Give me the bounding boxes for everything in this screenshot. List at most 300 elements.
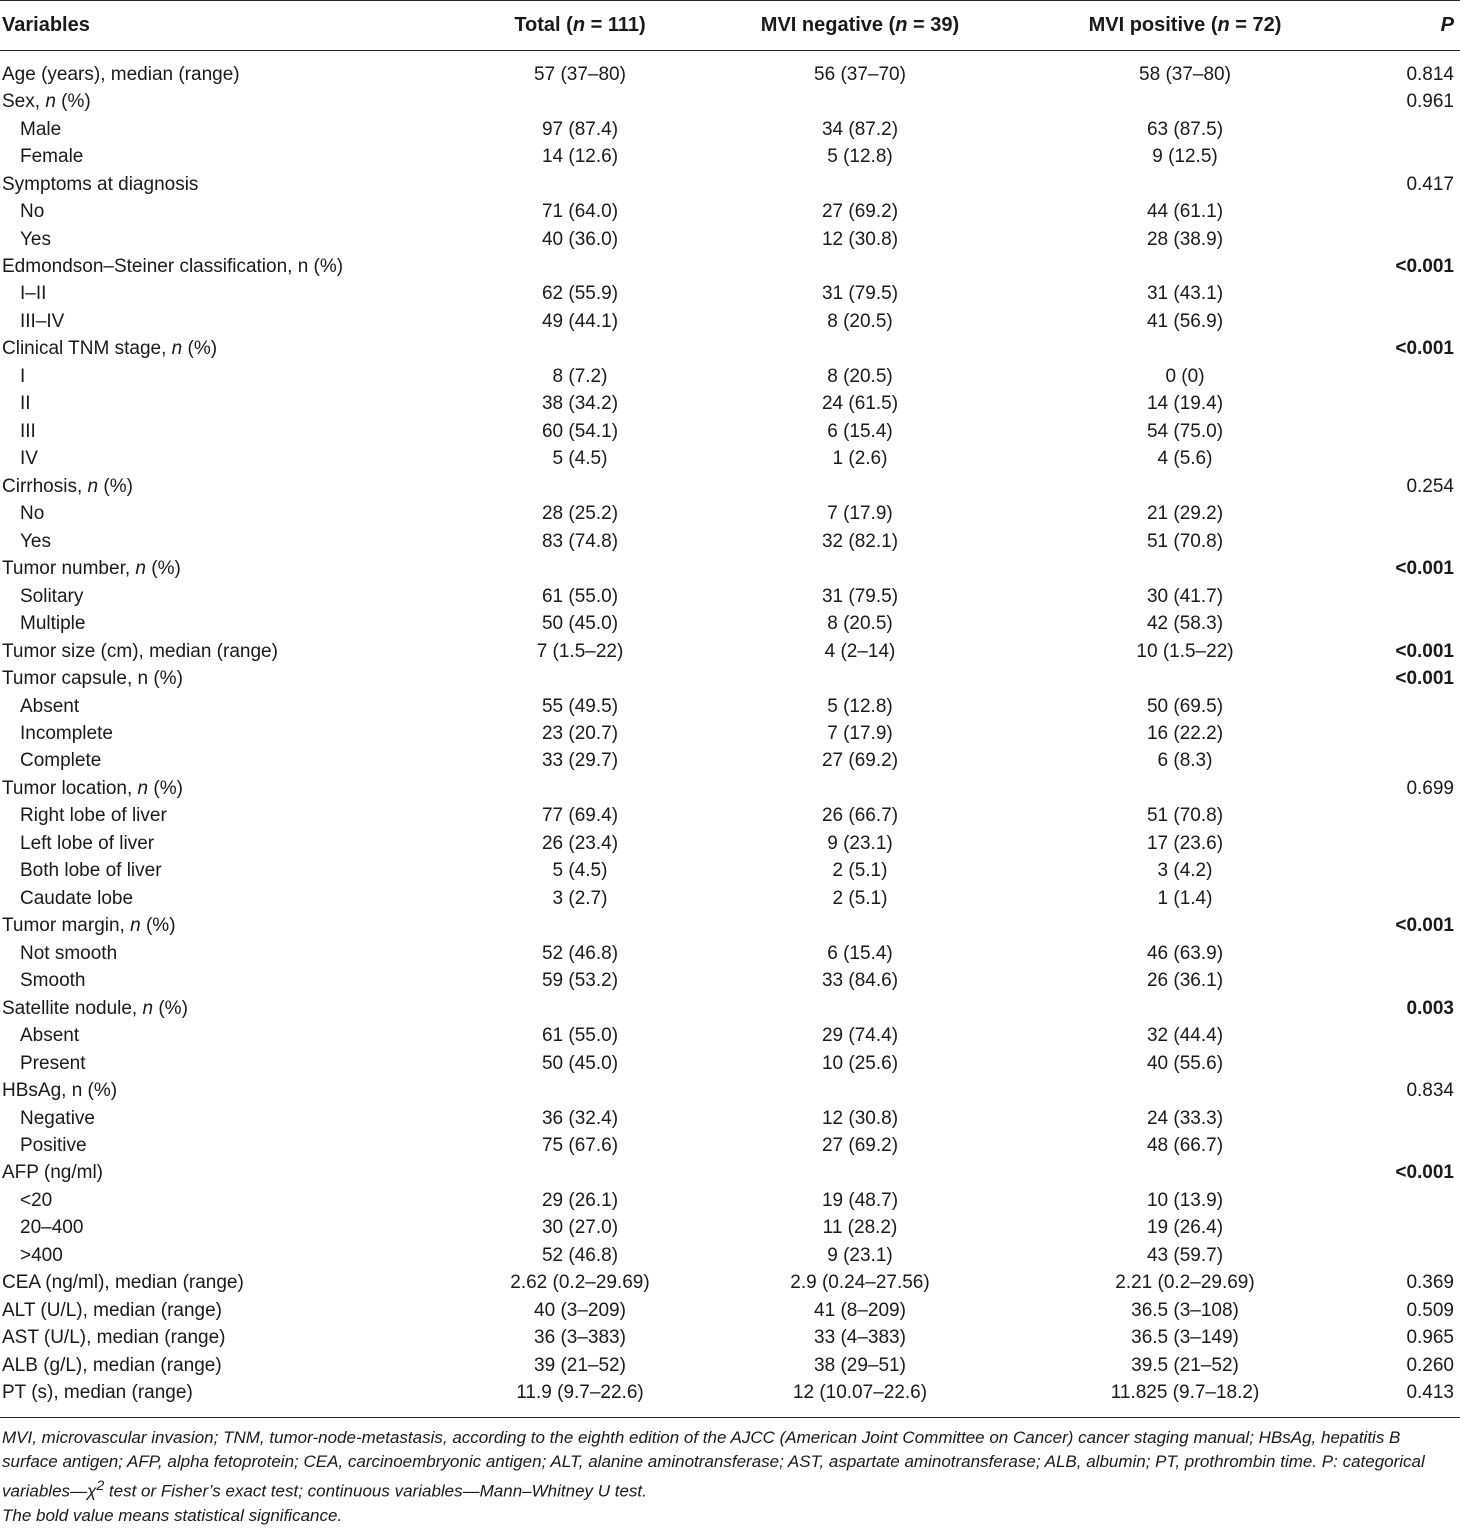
- cell-mvi-positive: 54 (75.0): [1146, 420, 1224, 442]
- cell-mvi-positive: 21 (29.2): [1146, 503, 1224, 525]
- cell-total: 61 (55.0): [541, 1025, 619, 1047]
- cell-total: 38 (34.2): [541, 393, 619, 415]
- table-row: [0, 693, 1460, 720]
- header-row: [0, 0, 1460, 51]
- cell-total: [430, 336, 730, 363]
- cell-mvi-positive: [990, 253, 1380, 280]
- table-row: [0, 1242, 1460, 1269]
- row-label: AFP (ng/ml): [2, 1162, 104, 1184]
- cell-total: 7 (1.5–22): [536, 640, 624, 662]
- cell-mvi-positive: 17 (23.6): [1146, 832, 1224, 854]
- cell-mvi-positive: 36.5 (3–149): [1131, 1327, 1239, 1349]
- row-label: I: [20, 365, 26, 387]
- header-total: Total (n = 111): [430, 0, 730, 51]
- row-label: Tumor size (cm), median (range): [2, 640, 278, 662]
- cell-mvi-negative: 31 (79.5): [821, 283, 899, 305]
- table-row: [0, 1050, 1460, 1077]
- row-label: Satellite nodule, n (%): [2, 997, 188, 1019]
- cell-mvi-positive: 36.5 (3–108): [1131, 1299, 1239, 1321]
- cell-p-value: [1380, 1022, 1460, 1049]
- cell-total: [430, 1077, 730, 1104]
- row-label: Multiple: [20, 613, 86, 635]
- table-body: [0, 51, 1460, 1417]
- cell-p-value: 0.965: [1406, 1327, 1454, 1349]
- table-row: [0, 473, 1460, 500]
- cell-total: [430, 665, 730, 692]
- cell-mvi-positive: 10 (1.5–22): [1136, 640, 1234, 662]
- table-row: [0, 1215, 1460, 1242]
- row-label: Caudate lobe: [20, 887, 134, 909]
- cell-total: 61 (55.0): [541, 585, 619, 607]
- cell-p-value: 0.369: [1406, 1272, 1454, 1294]
- table-row: [0, 1297, 1460, 1324]
- cell-p-value: [1380, 501, 1460, 528]
- cell-p-value: <0.001: [1395, 668, 1454, 690]
- cell-mvi-positive: 16 (22.2): [1146, 722, 1224, 744]
- cell-mvi-positive: 39.5 (21–52): [1131, 1354, 1239, 1376]
- cell-mvi-positive: [990, 1077, 1380, 1104]
- table-row: [0, 418, 1460, 445]
- cell-mvi-positive: 51 (70.8): [1146, 805, 1224, 827]
- cell-mvi-positive: [990, 88, 1380, 115]
- cell-total: 50 (45.0): [541, 613, 619, 635]
- table-row: [0, 885, 1460, 912]
- cell-total: 5 (4.5): [552, 860, 608, 882]
- cell-p-value: [1380, 528, 1460, 555]
- row-label: Age (years), median (range): [2, 63, 240, 85]
- table-row: [0, 1160, 1460, 1187]
- cell-mvi-negative: 27 (69.2): [821, 1135, 899, 1157]
- table-row: [0, 61, 1460, 88]
- cell-total: [430, 555, 730, 582]
- table-row: [0, 1022, 1460, 1049]
- table-row: [0, 748, 1460, 775]
- cell-mvi-negative: 7 (17.9): [827, 503, 893, 525]
- cell-mvi-positive: 51 (70.8): [1146, 530, 1224, 552]
- cell-mvi-positive: 6 (8.3): [1157, 750, 1213, 772]
- cell-p-value: [1380, 830, 1460, 857]
- cell-total: [430, 88, 730, 115]
- table-row: [0, 1352, 1460, 1379]
- cell-mvi-negative: 8 (20.5): [827, 310, 893, 332]
- cell-mvi-positive: [990, 775, 1380, 802]
- cell-mvi-positive: [990, 913, 1380, 940]
- cell-mvi-negative: 33 (84.6): [821, 970, 899, 992]
- cell-p-value: [1380, 1242, 1460, 1269]
- cell-total: 40 (36.0): [541, 228, 619, 250]
- row-label: ALT (U/L), median (range): [2, 1299, 222, 1321]
- cell-mvi-negative: 19 (48.7): [821, 1189, 899, 1211]
- cell-total: 36 (3–383): [534, 1327, 626, 1349]
- cell-mvi-negative: 41 (8–209): [814, 1299, 906, 1321]
- table-row: [0, 858, 1460, 885]
- row-label: Incomplete: [20, 722, 113, 744]
- cell-mvi-positive: 46 (63.9): [1146, 942, 1224, 964]
- row-label: Symptoms at diagnosis: [2, 173, 199, 195]
- row-label: Present: [20, 1052, 86, 1074]
- cell-mvi-positive: [990, 555, 1380, 582]
- cell-mvi-negative: 5 (12.8): [827, 695, 893, 717]
- row-label: Complete: [20, 750, 102, 772]
- cell-mvi-positive: 26 (36.1): [1146, 970, 1224, 992]
- cell-mvi-positive: 48 (66.7): [1146, 1135, 1224, 1157]
- cell-p-value: [1380, 143, 1460, 170]
- row-label: HBsAg, n (%): [2, 1080, 118, 1102]
- cell-mvi-negative: 38 (29–51): [814, 1354, 906, 1376]
- table-row: [0, 1187, 1460, 1214]
- cell-mvi-negative: 9 (23.1): [827, 1244, 893, 1266]
- row-label: <20: [20, 1189, 53, 1211]
- cell-total: 36 (32.4): [541, 1107, 619, 1129]
- cell-mvi-negative: 2 (5.1): [832, 887, 888, 909]
- cell-total: [430, 995, 730, 1022]
- cell-mvi-negative: 12 (30.8): [821, 228, 899, 250]
- cell-mvi-negative: 7 (17.9): [827, 722, 893, 744]
- table-row: [0, 803, 1460, 830]
- cell-mvi-negative: 2.9 (0.24–27.56): [790, 1272, 930, 1294]
- table-row: [0, 665, 1460, 692]
- row-label: Male: [20, 118, 62, 140]
- cell-p-value: <0.001: [1395, 558, 1454, 580]
- cell-mvi-positive: [990, 171, 1380, 198]
- cell-mvi-positive: 42 (58.3): [1146, 613, 1224, 635]
- row-label: Left lobe of liver: [20, 832, 155, 854]
- cell-p-value: [1380, 226, 1460, 253]
- row-label: CEA (ng/ml), median (range): [2, 1272, 244, 1294]
- header-mvi-negative: MVI negative (n = 39): [730, 0, 990, 51]
- cell-p-value: <0.001: [1395, 256, 1454, 278]
- cell-mvi-negative: [730, 913, 990, 940]
- cell-p-value: <0.001: [1395, 1162, 1454, 1184]
- cell-p-value: <0.001: [1395, 338, 1454, 360]
- cell-mvi-negative: [730, 171, 990, 198]
- header-mvi-positive: MVI positive (n = 72): [990, 0, 1380, 51]
- row-label: II: [20, 393, 31, 415]
- cell-total: 39 (21–52): [534, 1354, 626, 1376]
- cell-mvi-positive: 30 (41.7): [1146, 585, 1224, 607]
- cell-p-value: 0.003: [1406, 997, 1454, 1019]
- table-row: [0, 226, 1460, 253]
- cell-total: [430, 913, 730, 940]
- cell-total: 29 (26.1): [541, 1189, 619, 1211]
- table-row: [0, 336, 1460, 363]
- cell-p-value: [1380, 1105, 1460, 1132]
- cell-mvi-negative: [730, 1160, 990, 1187]
- cell-p-value: 0.834: [1406, 1080, 1454, 1102]
- cell-p-value: [1380, 116, 1460, 143]
- cell-p-value: 0.509: [1406, 1299, 1454, 1321]
- cell-mvi-negative: [730, 88, 990, 115]
- cell-mvi-negative: 2 (5.1): [832, 860, 888, 882]
- row-label: No: [20, 201, 45, 223]
- table-row: [0, 363, 1460, 390]
- cell-mvi-negative: 5 (12.8): [827, 146, 893, 168]
- cell-mvi-negative: [730, 473, 990, 500]
- cell-p-value: [1380, 1050, 1460, 1077]
- cell-p-value: [1380, 391, 1460, 418]
- cell-p-value: 0.961: [1406, 91, 1454, 113]
- header-p-value: P: [1380, 0, 1460, 51]
- cell-p-value: [1380, 446, 1460, 473]
- cell-mvi-positive: 28 (38.9): [1146, 228, 1224, 250]
- cell-total: 23 (20.7): [541, 722, 619, 744]
- cell-mvi-positive: 32 (44.4): [1146, 1025, 1224, 1047]
- table-row: [0, 1380, 1460, 1407]
- cell-total: 55 (49.5): [541, 695, 619, 717]
- cell-total: 75 (67.6): [541, 1135, 619, 1157]
- row-label: Yes: [20, 228, 51, 250]
- table-row: [0, 720, 1460, 747]
- spacer-row: [0, 1407, 1460, 1417]
- cell-mvi-positive: 3 (4.2): [1157, 860, 1213, 882]
- cell-mvi-negative: 27 (69.2): [821, 201, 899, 223]
- cell-p-value: [1380, 940, 1460, 967]
- cell-p-value: 0.260: [1406, 1354, 1454, 1376]
- cell-mvi-positive: [990, 473, 1380, 500]
- cell-mvi-positive: [990, 336, 1380, 363]
- row-label: >400: [20, 1244, 63, 1266]
- cell-mvi-positive: 31 (43.1): [1146, 283, 1224, 305]
- cell-total: 52 (46.8): [541, 1244, 619, 1266]
- cell-mvi-positive: 0 (0): [1165, 365, 1205, 387]
- row-label: IV: [20, 448, 38, 470]
- row-label: Cirrhosis, n (%): [2, 475, 133, 497]
- cell-total: [430, 1160, 730, 1187]
- table-row: [0, 171, 1460, 198]
- table-row: [0, 446, 1460, 473]
- row-label: Absent: [20, 695, 80, 717]
- table-row: [0, 308, 1460, 335]
- cell-total: 30 (27.0): [541, 1217, 619, 1239]
- table-row: [0, 775, 1460, 802]
- cell-total: 77 (69.4): [541, 805, 619, 827]
- cell-mvi-positive: 41 (56.9): [1146, 310, 1224, 332]
- cell-p-value: [1380, 803, 1460, 830]
- cell-total: 49 (44.1): [541, 310, 619, 332]
- footnote-significance: The bold value means statistical significance.: [2, 1505, 343, 1525]
- cell-mvi-negative: [730, 336, 990, 363]
- cell-p-value: [1380, 1187, 1460, 1214]
- cell-total: 14 (12.6): [541, 146, 619, 168]
- cell-mvi-negative: 8 (20.5): [827, 613, 893, 635]
- cell-p-value: [1380, 610, 1460, 637]
- cell-mvi-positive: 24 (33.3): [1146, 1107, 1224, 1129]
- cell-total: 11.9 (9.7–22.6): [516, 1382, 644, 1404]
- cell-total: 2.62 (0.2–29.69): [510, 1272, 650, 1294]
- table-row: [0, 555, 1460, 582]
- row-label: AST (U/L), median (range): [2, 1327, 226, 1349]
- cell-mvi-positive: 2.21 (0.2–29.69): [1115, 1272, 1255, 1294]
- row-label: Tumor margin, n (%): [2, 915, 176, 937]
- cell-mvi-negative: [730, 665, 990, 692]
- row-label: Not smooth: [20, 942, 118, 964]
- table-row: [0, 1105, 1460, 1132]
- cell-total: 28 (25.2): [541, 503, 619, 525]
- cell-total: 8 (7.2): [552, 365, 608, 387]
- cell-total: 26 (23.4): [541, 832, 619, 854]
- cell-p-value: [1380, 1132, 1460, 1159]
- cell-mvi-negative: 9 (23.1): [827, 832, 893, 854]
- table-row: [0, 830, 1460, 857]
- cell-mvi-negative: [730, 1077, 990, 1104]
- table-row: [0, 638, 1460, 665]
- cell-mvi-positive: 19 (26.4): [1146, 1217, 1224, 1239]
- cell-p-value: [1380, 693, 1460, 720]
- row-label: 20–400: [20, 1217, 84, 1239]
- cell-mvi-positive: 58 (37–80): [1139, 63, 1231, 85]
- table-row: [0, 967, 1460, 994]
- cell-mvi-negative: 56 (37–70): [814, 63, 906, 85]
- cell-p-value: 0.699: [1406, 777, 1454, 799]
- cell-p-value: [1380, 583, 1460, 610]
- cell-total: 33 (29.7): [541, 750, 619, 772]
- top-rule: [0, 0, 1460, 1]
- table-row: [0, 116, 1460, 143]
- cell-total: 3 (2.7): [552, 887, 608, 909]
- cell-total: [430, 253, 730, 280]
- cell-mvi-negative: [730, 995, 990, 1022]
- cell-mvi-positive: 50 (69.5): [1146, 695, 1224, 717]
- row-label: III–IV: [20, 310, 65, 332]
- cell-mvi-positive: [990, 1160, 1380, 1187]
- table-row: [0, 501, 1460, 528]
- cell-mvi-positive: 11.825 (9.7–18.2): [1110, 1382, 1260, 1404]
- table-row: [0, 610, 1460, 637]
- cell-mvi-positive: 10 (13.9): [1146, 1189, 1224, 1211]
- cell-mvi-positive: 43 (59.7): [1146, 1244, 1224, 1266]
- cell-mvi-negative: 31 (79.5): [821, 585, 899, 607]
- cell-mvi-positive: 63 (87.5): [1146, 118, 1224, 140]
- cell-mvi-negative: 27 (69.2): [821, 750, 899, 772]
- table-row: [0, 1132, 1460, 1159]
- table-row: [0, 253, 1460, 280]
- cell-p-value: 0.417: [1406, 173, 1454, 195]
- cell-mvi-negative: 1 (2.6): [832, 448, 888, 470]
- cell-mvi-negative: 34 (87.2): [821, 118, 899, 140]
- cell-p-value: [1380, 748, 1460, 775]
- table-row: [0, 528, 1460, 555]
- row-label: Right lobe of liver: [20, 805, 167, 827]
- table-row: [0, 391, 1460, 418]
- cell-mvi-positive: 4 (5.6): [1157, 448, 1213, 470]
- cell-total: 5 (4.5): [552, 448, 608, 470]
- row-label: ALB (g/L), median (range): [2, 1354, 222, 1376]
- row-label: I–II: [20, 283, 47, 305]
- cell-mvi-negative: 29 (74.4): [821, 1025, 899, 1047]
- cell-p-value: 0.814: [1406, 63, 1454, 85]
- cell-mvi-positive: 1 (1.4): [1157, 887, 1213, 909]
- table-row: [0, 88, 1460, 115]
- footnote-abbreviations: MVI, microvascular invasion; TNM, tumor-node-metastasis, according to the eighth edition of the AJCC (American Joint Committee on Cancer) cancer staging manual; HBsAg, hepatitis B surface antigen; AFP, alpha fetoprotein; CEA, carcinoembryonic antigen; ALT, alanine aminotransferase; AST, aspartate aminotransferase; ALB, albumin; PT, prothrombin time. P: categorical $variables—\chi^2$ test or Fisher’s exact test; continuous variables—Mann–Whitney U test.: [2, 1427, 1425, 1501]
- cell-mvi-negative: 12 (10.07–22.6): [792, 1382, 928, 1404]
- row-label: Absent: [20, 1025, 80, 1047]
- row-label: Clinical TNM stage, n (%): [2, 338, 218, 360]
- cell-p-value: [1380, 281, 1460, 308]
- row-label: Negative: [20, 1107, 95, 1129]
- row-label: Smooth: [20, 970, 86, 992]
- cell-p-value: [1380, 885, 1460, 912]
- cell-mvi-negative: 4 (2–14): [824, 640, 896, 662]
- cell-total: [430, 171, 730, 198]
- cell-total: 60 (54.1): [541, 420, 619, 442]
- row-label: Tumor location, n (%): [2, 777, 183, 799]
- cell-mvi-negative: [730, 253, 990, 280]
- cell-total: 50 (45.0): [541, 1052, 619, 1074]
- cell-p-value: [1380, 1215, 1460, 1242]
- cell-p-value: [1380, 720, 1460, 747]
- cell-p-value: [1380, 198, 1460, 225]
- header-variables: Variables: [0, 0, 430, 51]
- cell-total: 97 (87.4): [541, 118, 619, 140]
- row-label: Positive: [20, 1135, 87, 1157]
- cell-p-value: [1380, 967, 1460, 994]
- cell-mvi-negative: 8 (20.5): [827, 365, 893, 387]
- cell-p-value: [1380, 363, 1460, 390]
- cell-mvi-positive: 9 (12.5): [1152, 146, 1218, 168]
- cell-mvi-negative: 6 (15.4): [827, 420, 893, 442]
- table-footnote: [0, 1417, 1460, 1528]
- table-row: [0, 1325, 1460, 1352]
- table-row: [0, 913, 1460, 940]
- cell-mvi-negative: [730, 775, 990, 802]
- cell-mvi-positive: 44 (61.1): [1146, 201, 1224, 223]
- spacer-row: [0, 51, 1460, 62]
- cell-mvi-negative: [730, 555, 990, 582]
- table-row: [0, 1270, 1460, 1297]
- cell-mvi-negative: 32 (82.1): [821, 530, 899, 552]
- cell-mvi-negative: 11 (28.2): [822, 1217, 898, 1239]
- cell-mvi-negative: 33 (4–383): [814, 1327, 906, 1349]
- cell-mvi-positive: 14 (19.4): [1146, 393, 1224, 415]
- cell-mvi-positive: 40 (55.6): [1146, 1052, 1224, 1074]
- cell-total: 83 (74.8): [541, 530, 619, 552]
- cell-p-value: [1380, 308, 1460, 335]
- cell-p-value: [1380, 858, 1460, 885]
- row-label: No: [20, 503, 45, 525]
- table-row: [0, 198, 1460, 225]
- cell-mvi-negative: 12 (30.8): [821, 1107, 899, 1129]
- cell-p-value: <0.001: [1395, 640, 1454, 662]
- table-row: [0, 583, 1460, 610]
- cell-mvi-negative: 26 (66.7): [821, 805, 899, 827]
- cell-p-value: [1380, 418, 1460, 445]
- row-label: Edmondson–Steiner classification, n (%): [2, 256, 344, 278]
- cell-total: 52 (46.8): [541, 942, 619, 964]
- cell-mvi-negative: 6 (15.4): [827, 942, 893, 964]
- table-row: [0, 281, 1460, 308]
- row-label: Female: [20, 146, 84, 168]
- cell-p-value: 0.254: [1406, 475, 1454, 497]
- row-label: III: [20, 420, 36, 442]
- cell-mvi-negative: 24 (61.5): [821, 393, 899, 415]
- row-label: Tumor number, n (%): [2, 558, 181, 580]
- cell-total: 71 (64.0): [541, 201, 619, 223]
- cell-total: 57 (37–80): [534, 63, 626, 85]
- row-label: Sex, n (%): [2, 91, 91, 113]
- row-label: Solitary: [20, 585, 84, 607]
- row-label: PT (s), median (range): [2, 1382, 193, 1404]
- table-row: [0, 1077, 1460, 1104]
- cell-mvi-negative: 10 (25.6): [821, 1052, 899, 1074]
- row-label: Both lobe of liver: [20, 860, 162, 882]
- row-label: Tumor capsule, n (%): [2, 668, 183, 690]
- cell-p-value: <0.001: [1395, 915, 1454, 937]
- cell-total: [430, 473, 730, 500]
- table-row: [0, 940, 1460, 967]
- row-label: Yes: [20, 530, 51, 552]
- cell-mvi-positive: [990, 995, 1380, 1022]
- cell-total: 40 (3–209): [534, 1299, 626, 1321]
